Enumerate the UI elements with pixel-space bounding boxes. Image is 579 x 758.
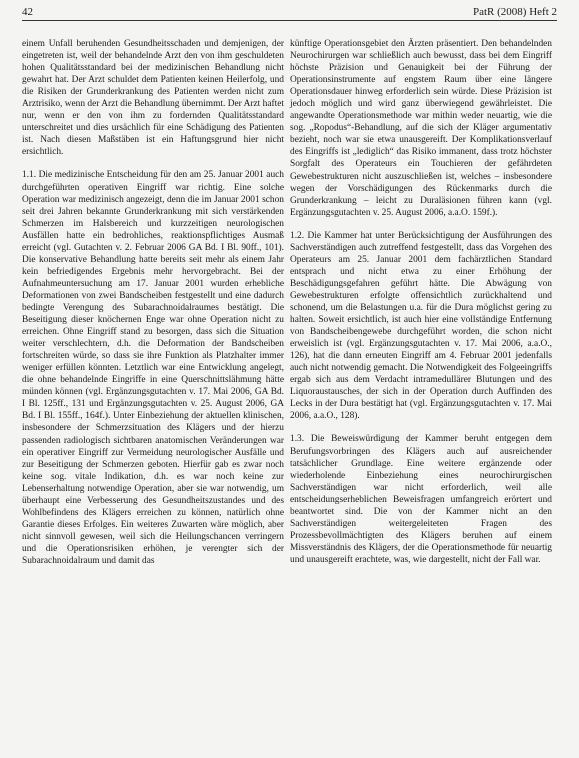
- right-column: [290, 38, 552, 566]
- paragraph: einem Unfall beruhenden Gesundheitsschaden und demjenigen, der eingetreten ist, weil der behandelnde Arzt den von ihm geschuldeten hohen Qualitätsstandard bei der medizinischen Behandlung nicht gewahrt hat. Der Arzt schuldet dem Patienten keinen Heilerfolg, und die Risiken der Grunderkrankung des Patienten werden nicht zum Arztrisiko, wenn der Arzt die Behandlung übernimmt. Der Arzt haftet nur, wenn er den von ihm zu fordernden Qualitätsstandard unterschreitet und dies ursächlich für eine Schädigung des Patienten ist. Nach diesen Maßstäben ist ein Haftungsgrund hier nicht ersichtlich.: [22, 39, 284, 158]
- header-rule: [22, 20, 557, 21]
- paragraph: künftige Operationsgebiet den Ärzten präsentiert. Den behandelnden Neurochirurgen war schließlich auch bewusst, dass bei dem Eingriff höchste Präzision und Genauigkeit bei der Führung der Operationsinstrumente auf engstem Raum über eine längere Operationsdauer hinweg erforderlich sein würde. Diese Präzision ist jedoch möglich und wird ganz überwiegend gewährleistet. Die angewandte Operationsmethode war mithin weder neuartig, wie die sog. „Ropodus“-Behandlung, auf die sich der Kläger argumentativ bezieht, noch war sie etwa unausgereift. Der Komplikationsverlauf des Eingriffs ist „lediglich“ das Risiko immanent, dass trotz höchster Sorgfalt des Operateurs ein Touchieren der gefährdeten Gewebestrukturen nicht auszuschließen ist, welches – insbesondere wegen der Vorschädigungen des Rückenmarks durch die Grunderkrankung – leicht zu Duraläsionen führen kann (vgl. Ergänzungsgutachten v. 25. August 2006, a.a.O. 159f.).: [290, 39, 552, 218]
- paragraph: 1.1. Die medizinische Entscheidung für den am 25. Januar 2001 auch durchgeführten operativen Eingriff war richtig. Eine solche Operation war medizinisch angezeigt, denn die im Januar 2001 schon seit drei Jahren bekannte Grunderkrankung mit sich verstärkenden Schmerzen im Halsbereich und kurzzeitigen neurologischen Ausfällen hatte ein bedrohliches, reaktionspflichtiges Ausmaß erreicht (vgl. Gutachten v. 2. Februar 2006 GA Bd. I Bl. 90ff., 101). Die konservative Behandlung hatte bereits seit mehr als einem Jahr kein befriedigendes Ergebnis mehr hervorgebracht. Bei der Aufnahmeuntersuchung am 17. Januar 2001 wurden erhebliche Deformationen von zwei Bandscheiben festgestellt und eine dadurch bedingte Verengung des Subarachnoidalraumes bestätigt. Die Beseitigung dieser knöchernen Enge war ohne Operation nicht zu erreichen. Ohne Eingriff stand zu besorgen, dass sich die Situation weiter verschlechtern, d.h. die Deformation der Bandscheiben fortschreiten würde, so dass sie ihre Funktion als Platzhalter immer weniger erfüllen könnten. Letztlich war eine Entwicklung angelegt, die ohne behandelnde Eingriffe in eine Querschnittslähmung hätte münden können (vgl. Ergänzungsgutachten v. 17. Mai 2006, GA Bd. I Bl. 125ff., 131 und Ergänzungsgutachten v. 25. August 2006, GA Bd. I Bl. 155ff., 164f.). Unter Einbeziehung der aktuellen klinischen, insbesondere der Schmerzsituation des Klägers und der hierzu passenden radiologisch sichtbaren anatomischen Veränderungen war ein operativer Eingriff zur Vermeidung neurologischer Ausfälle und zur Beseitigung der Schmerzen geboten. Hierfür gab es zwar noch keine sog. vitale Indikation, d.h. es war noch keine zur Lebenserhaltung notwendige Operation, aber sie war notwendig, um überhaupt eine Verbesserung des Gesundheitszustandes und des Wohlbefindens des Klägers erreichen zu können, natürlich ohne Garantie dieses Erfolges. Ein weiteres Zuwarten wäre möglich, aber nicht sinnvoll gewesen, weil sich die Heilungschancen verringern und die Operationsrisiken erhöhen, je verengter sich der Subarachnoidalraum und damit das: [22, 170, 284, 566]
- journal-reference: PatR (2008) Heft 2: [472, 6, 557, 18]
- paragraph: 1.3. Die Beweiswürdigung der Kammer beruht entgegen dem Berufungsvorbringen des Klägers auch auf ausreichender tatsächlicher Grundlage. Eine weitere ergänzende oder wiederholende Einbeziehung eines neurochirurgischen Sachverständigen war nicht erforderlich, weil alle entscheidungserheblichen Beweisfragen umfangreich erörtert und beantwortet sind. Die von der Kammer nicht an den Sachverständigen weitergeleiteten Fragen des Prozessbevollmächtigten des Klägers beruhen auf einem Missverständnis des Klägers, der die Operationsmethode für neuartig und unausgereift erachtete, was, wie dargestellt, nicht der Fall war.: [290, 434, 552, 565]
- page-number: 42: [22, 6, 33, 18]
- left-column: [22, 38, 284, 567]
- paragraph: 1.2. Die Kammer hat unter Berücksichtigung der Ausführungen des Sachverständigen auch zutreffend festgestellt, dass das Vorgehen des Operateurs am 25. Januar 2001 dem fachärztlichen Standard entsprach und nicht etwa zu einer Erhöhung der Beschädigungsgefahren geführt hätte. Die Abwägung von Gewebestrukturen erfolgte offensichtlich zurückhaltend und schonend, um die Belastungen u.a. für die Dura möglichst gering zu halten. Soweit ersichtlich, ist auch hier eine vollständige Entfernung von Bandscheibengewebe durchgeführt worden, die schon nicht erweislich ist (vgl. Ergänzungsgutachten v. 17. Mai 2006, a.a.O., 126), hat die dann erneuten Eingriff am 4. Februar 2001 jedenfalls auch nicht notwendig gemacht. Die Notwendigkeit des Folgeeingriffs ergab sich aus dem Verdacht intramedullärer Blutungen und des Liquoraustausches, der sich in der Operation durch Auffinden des Lecks in der Dura bestätigt hat (vgl. Ergänzungsgutachten v. 17. Mai 2006, a.a.O., 128).: [290, 230, 552, 422]
